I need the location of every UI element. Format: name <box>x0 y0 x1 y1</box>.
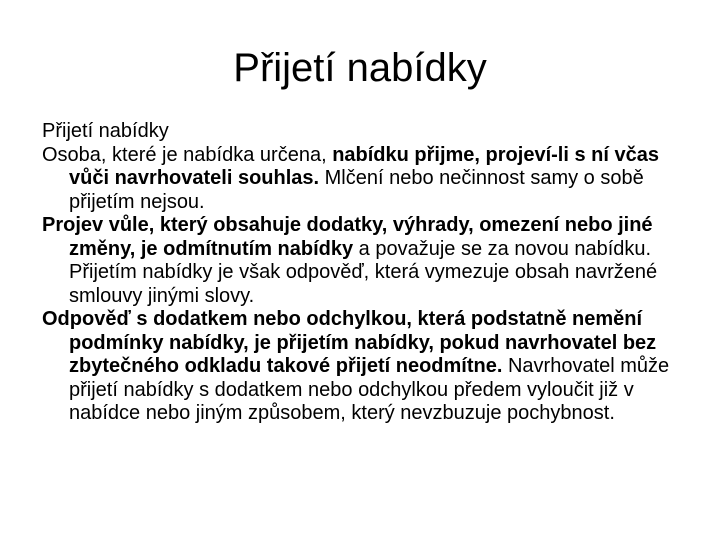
subtitle-line: Přijetí nabídky <box>42 120 169 142</box>
slide-title: Přijetí nabídky <box>233 46 487 90</box>
paragraph-rejection <box>42 214 682 308</box>
text-run-bold: Odpověď s dodatkem nebo odchylkou, která podstatně nemění podmínky nabídky, je přijetím nabídky, pokud navrhovatel bez zbytečného odkladu takové přijetí neodmítne. <box>42 308 657 377</box>
text-run: Mlčení nebo nečinnost samy o sobě přijetím nejsou. <box>69 167 644 213</box>
paragraph-modified-acceptance <box>42 308 682 426</box>
text-run: Osoba, které je nabídka určena, <box>42 143 333 166</box>
text-run: a považuje se za novou nabídku. Přijetím nabídky je však odpověď, která vymezuje obsah navržené smlouvy jinými slovy. <box>69 237 658 307</box>
text-run: Navrhovatel může přijetí nabídky s dodatkem nebo odchylkou předem vyloučit již v nabídce nebo jiným způsobem, který nevzbuzuje pochybnost. <box>69 355 670 424</box>
paragraph-acceptance <box>42 144 682 215</box>
slide-body <box>42 120 682 426</box>
text-run-bold: nabídku přijme, projeví-li s ní včas vůči navrhovateli souhlas. <box>69 143 659 189</box>
text-run-bold: Projev vůle, který obsahuje dodatky, výhrady, omezení nebo jiné změny, je odmítnutím nabídky <box>42 214 653 260</box>
